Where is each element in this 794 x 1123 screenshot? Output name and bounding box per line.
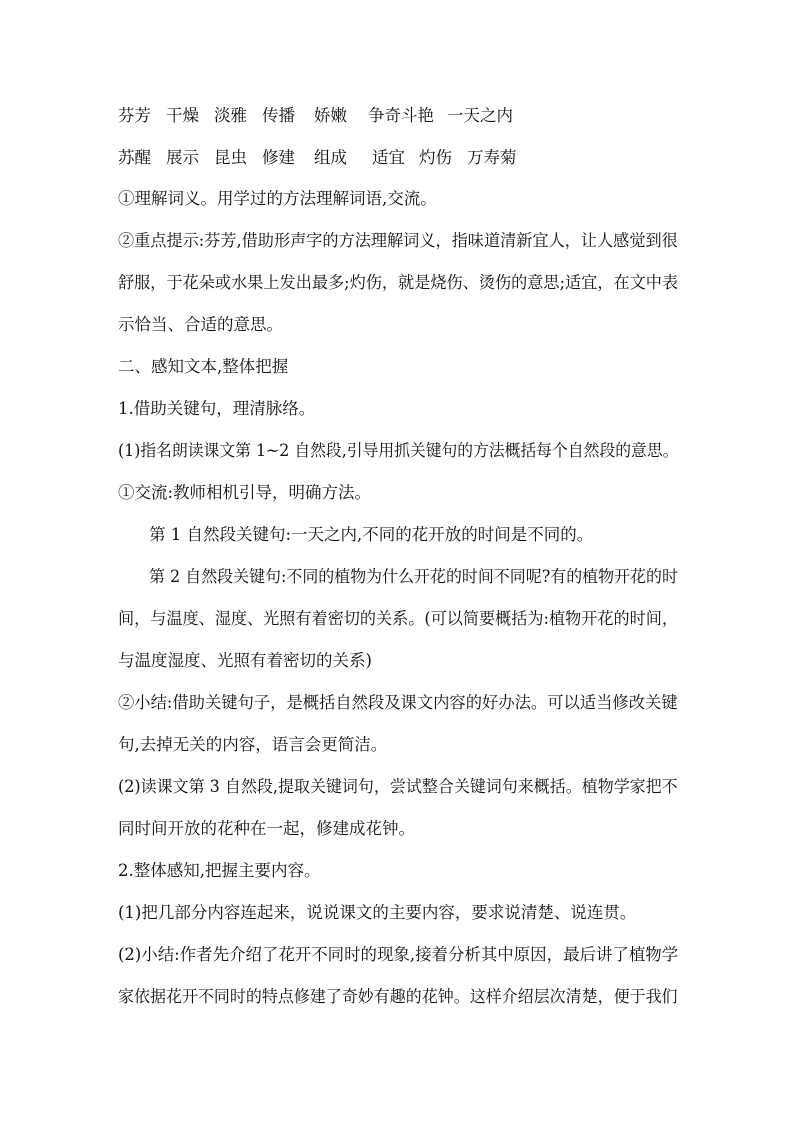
paragraph-line: ①理解词义。用学过的方法理解词语,交流。 (118, 189, 437, 208)
paragraph-line: 第 2 自然段关键句:不同的植物为什么开花的时间不同呢?有的植物开花的时 (149, 567, 678, 586)
vocab-word: 争奇斗艳 (368, 106, 434, 125)
vocab-word: 适宜 (372, 148, 405, 167)
paragraph-line: (1)指名朗读课文第 1~2 自然段,引导用抓关键句的方法概括每个自然段的意思。 (118, 441, 679, 460)
vocab-word: 娇嫩 (314, 106, 347, 125)
vocab-word: 干燥 (166, 106, 199, 125)
paragraph-line: 舒服，于花朵或水果上发出最多;灼伤，就是烧伤、烫伤的意思;适宜，在文中表 (118, 273, 679, 292)
vocab-word: 展示 (166, 148, 199, 167)
vocab-word: 一天之内 (447, 106, 513, 125)
subsection-heading: 1.借助关键句，理清脉络。 (118, 399, 316, 418)
paragraph-line: 同时间开放的花种在一起，修建成花钟。 (118, 819, 415, 838)
paragraph-line: 间，与温度、湿度、光照有着密切的关系。(可以简要概括为:植物开花的时间， (118, 609, 678, 628)
vocab-word: 灼伤 (419, 148, 452, 167)
paragraph-line: ②重点提示:芬芳,借助形声字的方法理解词义，指味道清新宜人，让人感觉到很 (118, 231, 678, 250)
paragraph-line: 第 1 自然段关键句:一天之内,不同的花开放的时间是不同的。 (149, 525, 594, 544)
subsection-heading: 2.整体感知,把握主要内容。 (118, 861, 321, 880)
paragraph-line: (1)把几部分内容连起来，说说课文的主要内容，要求说清楚、说连贯。 (118, 903, 637, 922)
vocab-word: 组成 (314, 148, 347, 167)
vocab-word: 芬芳 (118, 106, 151, 125)
paragraph-line: 句,去掉无关的内容，语言会更简洁。 (118, 735, 388, 754)
vocab-row-2 (118, 147, 517, 169)
paragraph-line: 与温度湿度、光照有着密切的关系) (118, 651, 372, 670)
paragraph-line: (2)读课文第 3 自然段,提取关键词句，尝试整合关键词句来概括。植物学家把不 (118, 777, 678, 796)
paragraph-line: 家依据花开不同时的特点修建了奇妙有趣的花钟。这样介绍层次清楚，便于我们 (118, 987, 678, 1006)
paragraph-line: (2)小结:作者先介绍了花开不同时的现象,接着分析其中原因，最后讲了植物学 (118, 945, 679, 964)
paragraph-line: ②小结:借助关键句子，是概括自然段及课文内容的好办法。可以适当修改关键 (118, 693, 678, 712)
paragraph-line: ①交流:教师相机引导，明确方法。 (118, 483, 372, 502)
vocab-row-1 (118, 105, 513, 127)
section-heading: 二、感知文本,整体把握 (118, 357, 289, 376)
paragraph-line: 示恰当、合适的意思。 (118, 315, 283, 334)
vocab-word: 修建 (262, 148, 295, 167)
vocab-word: 苏醒 (118, 148, 151, 167)
vocab-word: 传播 (262, 106, 295, 125)
vocab-word: 淡雅 (214, 106, 247, 125)
vocab-word: 昆虫 (214, 148, 247, 167)
vocab-word: 万寿菊 (467, 148, 517, 167)
